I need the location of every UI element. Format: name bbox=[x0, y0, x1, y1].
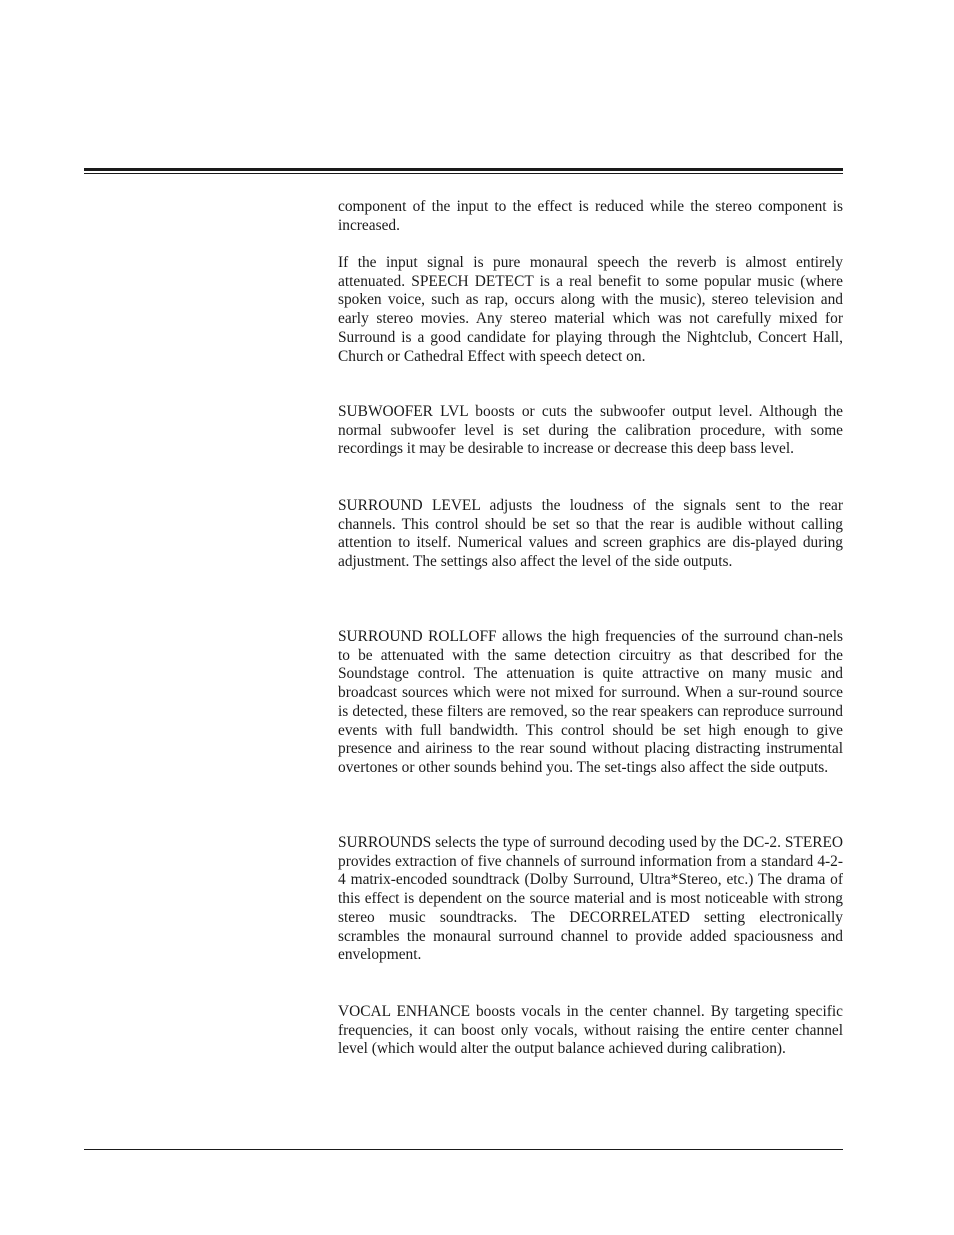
paragraph-surrounds: SURROUNDS selects the type of surround decoding used by the DC-2. STEREO provides extraction of five channels of surround information from a standard 4-2-4 matrix-encoded soundtrack (Dolby Surround, Ultra*Stereo, etc.) The drama of this effect is dependent on the source material and is most noticeable with strong stereo music soundtracks. The DECORRELATED setting electronically scrambles the monaural surround channel to provide added spaciousness and envelopment. bbox=[338, 834, 843, 964]
paragraph-surround-rolloff: SURROUND ROLLOFF allows the high frequencies of the surround chan-nels to be attenuated with the same detection circuitry as that described for the Soundstage control. The attenuation is quite attractive on many music and broadcast sources which were not mixed for surround. When a sur-round source is detected, these filters are removed, so the rear speakers can reproduce surround events with full bandwidth. This control should be set high enough to give presence and airiness to the rear sound without placing distracting instrumental overtones or other sounds behind you. The set-tings also affect the side outputs. bbox=[338, 628, 843, 776]
header-rule bbox=[84, 168, 843, 174]
paragraph-surround-level: SURROUND LEVEL adjusts the loudness of the signals sent to the rear channels. This control should be set so that the rear is audible without calling attention to itself. Numerical values and screen graphics are dis-played during adjustment. The settings also affect the level of the side outputs. bbox=[338, 497, 843, 571]
paragraph-speech-detect: If the input signal is pure monaural speech the reverb is almost entirely attenuated. SPEECH DETECT is a real benefit to some popular music (where spoken voice, such as rap, occurs along with the music), stereo television and early stereo movies. Any stereo material which was not carefully mixed for Surround is a good candidate for playing through the Nightclub, Concert Hall, Church or Cathedral Effect with speech detect on. bbox=[338, 254, 843, 365]
paragraph-continuation: component of the input to the effect is reduced while the stereo component is increased. bbox=[338, 198, 843, 234]
footer-rule bbox=[84, 1149, 843, 1150]
paragraph-vocal-enhance: VOCAL ENHANCE boosts vocals in the center channel. By targeting specific frequencies, it can boost only vocals, without raising the entire center channel level (which would alter the output balance achieved during calibration). bbox=[338, 1003, 843, 1058]
paragraph-subwoofer-lvl: SUBWOOFER LVL boosts or cuts the subwoofer output level. Although the normal subwoofer level is set during the calibration procedure, with some recordings it may be desirable to increase or decrease this deep bass level. bbox=[338, 403, 843, 458]
